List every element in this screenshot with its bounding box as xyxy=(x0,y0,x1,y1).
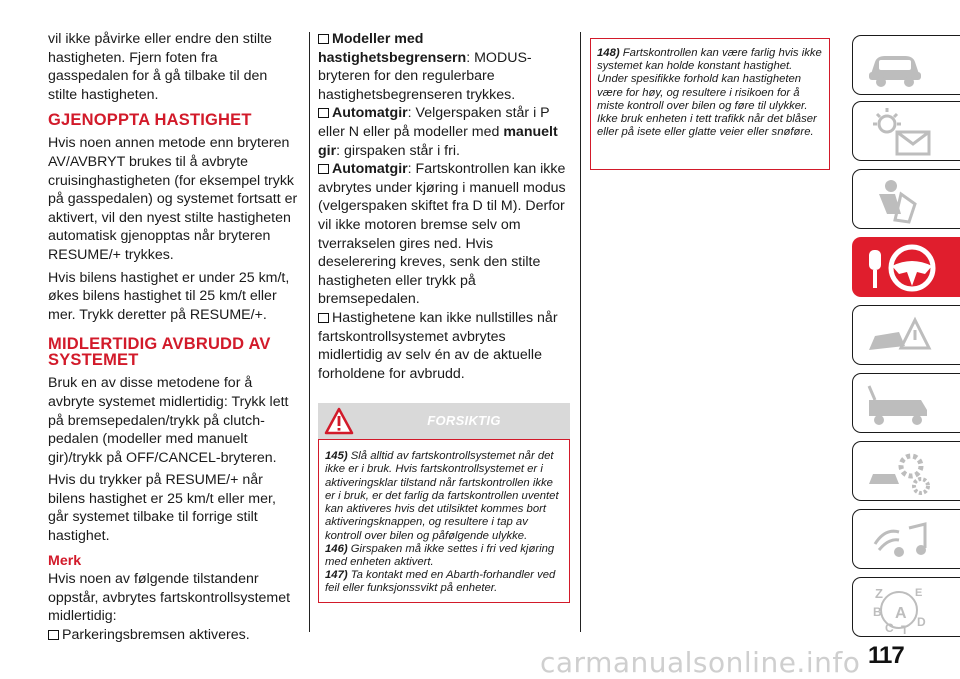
bullet-bold-text: Automatgir xyxy=(332,105,408,122)
resume-paragraph-2: Hvis bilens hastighet er under 25 km/t, økes bilens hastighet til 25 km/t eller mer. Trykk deretter på RESUME/+. xyxy=(48,269,290,323)
tab-multimedia[interactable] xyxy=(852,509,960,569)
tab-starting-driving[interactable] xyxy=(852,237,960,297)
seat-airbag-icon xyxy=(865,174,925,228)
intro-paragraph: vil ikke påvirke eller endre den stilte hastigheten. Fjern foten fra gasspedalen for å gå tilbake til den stilte hastigheten. xyxy=(48,31,272,103)
pause-paragraph-2: Hvis du trykker på RESUME/+ når bilens hastighet er 25 km/t eller mer, går systemet tilbake til forrige stilt hastighet. xyxy=(48,472,276,545)
pause-paragraph-1: Bruk en av disse metodene for å avbryte systemet midlertidig: Trykk lett på bremsepedalen/trykk på clutch-pedalen (modeller med manuelt gir)/trykk på OFF/CANCEL-bryteren. xyxy=(48,375,289,466)
bullet-text: Parkeringsbremsen aktiveres. xyxy=(62,627,250,644)
bullet-automatic-manual-mode xyxy=(318,160,570,309)
note-number: 146) xyxy=(325,542,348,555)
heading-temporary-pause: MIDLERTIDIG AVBRUDD AV SYSTEMET xyxy=(48,335,271,370)
index-letter: B xyxy=(873,605,882,619)
bullet-box-icon xyxy=(318,313,329,323)
tab-dashboard[interactable] xyxy=(852,35,960,95)
bullet-parking-brake xyxy=(48,626,298,645)
bullet-speed-limiter xyxy=(318,30,570,104)
bullet-text: : girspaken står i fri. xyxy=(336,142,460,159)
warning-label: FORSIKTIG xyxy=(427,413,501,429)
index-letter: C xyxy=(885,621,894,635)
warning-note-145 xyxy=(325,450,563,542)
warning-lights-message-icon xyxy=(865,106,935,160)
note-text: Girspaken må ikke settes i fri ved kjøring med enheten aktivert. xyxy=(325,542,555,568)
warning-note-147 xyxy=(325,569,563,595)
note-paragraph: Hvis noen av følgende tilstandenr oppstår, avbrytes fartskontrollsystemet midlertidig: xyxy=(48,571,291,625)
tab-service[interactable] xyxy=(852,441,960,501)
car-crash-warning-icon xyxy=(865,310,935,364)
tab-emergency[interactable] xyxy=(852,305,960,365)
bullet-text: Hastighetene kan ikke nullstilles når fartskontrollsystemet avbrytes midlertidig av selv én av de aktuelle forholdene for avbrudd. xyxy=(318,309,558,382)
note-text: Fartskontrollen kan være farlig hvis ikke systemet kan holde konstant hastighet. Under spesifikke forhold kan hastigheten være for høy, og resultere i risikoen for å miste kontroll over bilen og føre til ulykker. Ikke bruk enheten i tett trafikk når det blåser eller på isete eller glatte veier eller snøføre. xyxy=(597,47,822,139)
bullet-text: : MODUS-bryteren for den regulerbare hastighetsbegrenseren trykkes. xyxy=(318,49,532,103)
warning-header xyxy=(318,403,570,439)
bullet-text: : Fartskontrollen kan ikke avbrytes under kjøring i manuell modus (velgerspaken skiftet fra D til M). Derfor vil ikke motoren bremse selv om tverrakselen gires ned. Hvis deselerering kreves, senk den stilte hastigheten eller trykk på bremsepedalen. xyxy=(318,161,566,308)
note-text: Slå alltid av fartskontrollsystemet når det ikke er i bruk. Hvis fartskontrollsystemet er i aktiveringsklar tilstand når fartskontrollen ikke er i bruk, er det farlig da fartskontrollen uventet kan aktiveres hvis det utilsiktet kommes bort aktiveringsknappen, og resultere i tap av kontroll over bilen og påfølgende ulykke. xyxy=(325,450,559,542)
tab-safety[interactable] xyxy=(852,169,960,229)
bullet-bold-text: Automatgir xyxy=(332,161,408,178)
note-number: 147) xyxy=(325,569,348,582)
bullet-bold-text: Modeller med hastighetsbegrensern xyxy=(318,31,467,66)
alphabet-index-icon xyxy=(865,582,935,636)
tab-index[interactable] xyxy=(852,577,960,637)
bullet-box-icon xyxy=(318,34,329,44)
multimedia-music-icon xyxy=(865,514,935,568)
resume-paragraph-1: Hvis noen annen metode enn bryteren AV/AVBRYT brukes til å avbryte cruisinghastigheten (for eksempel trykk på gasspedalen) og systemet fortsatt er aktivert, vil den nyest stilte hastigheten automatisk gjenopptas når bryteren RESUME/+ trykkes. xyxy=(48,135,298,263)
tab-breakdown[interactable] xyxy=(852,373,960,433)
bullet-bold-text: manuelt gir xyxy=(318,123,558,159)
column-3 xyxy=(590,38,830,170)
index-letter: D xyxy=(917,615,926,629)
bullet-box-icon xyxy=(318,164,329,174)
bullet-automatic-p-n xyxy=(318,104,570,160)
warning-note-148 xyxy=(597,47,823,139)
note-heading: Merk xyxy=(48,552,82,569)
key-steering-wheel-icon xyxy=(865,242,945,296)
bullet-reset-speeds xyxy=(318,309,570,383)
column-divider-1 xyxy=(309,32,310,632)
index-letter: Z xyxy=(875,586,883,601)
column-2 xyxy=(318,30,570,603)
index-letter: A xyxy=(895,605,907,622)
warning-notes-box-continued xyxy=(590,38,830,170)
note-text: Ta kontakt med en Abarth-forhandler ved feil eller funksjonssvikt på enheter. xyxy=(325,569,556,595)
tab-warning-lights[interactable] xyxy=(852,101,960,161)
index-letter: T xyxy=(901,623,909,636)
car-service-gears-icon xyxy=(865,446,935,500)
warning-note-146 xyxy=(325,543,563,569)
bullet-box-icon xyxy=(318,108,329,118)
watermark: carmanualsonline.info xyxy=(540,646,861,679)
car-dashboard-icon xyxy=(865,40,925,90)
note-number: 148) xyxy=(597,47,620,59)
bullet-text: : Velgerspaken står i P eller N eller på modeller med xyxy=(318,105,550,140)
tow-truck-icon xyxy=(865,378,935,432)
index-letter: E xyxy=(915,587,923,599)
note-number: 145) xyxy=(325,450,348,463)
column-1 xyxy=(48,30,298,649)
heading-resume-speed: GJENOPPTA HASTIGHET xyxy=(48,111,252,130)
bullet-box-icon xyxy=(48,630,59,640)
page-number: 117 xyxy=(868,642,904,669)
column-divider-2 xyxy=(580,32,581,632)
warning-notes-box xyxy=(318,439,570,602)
